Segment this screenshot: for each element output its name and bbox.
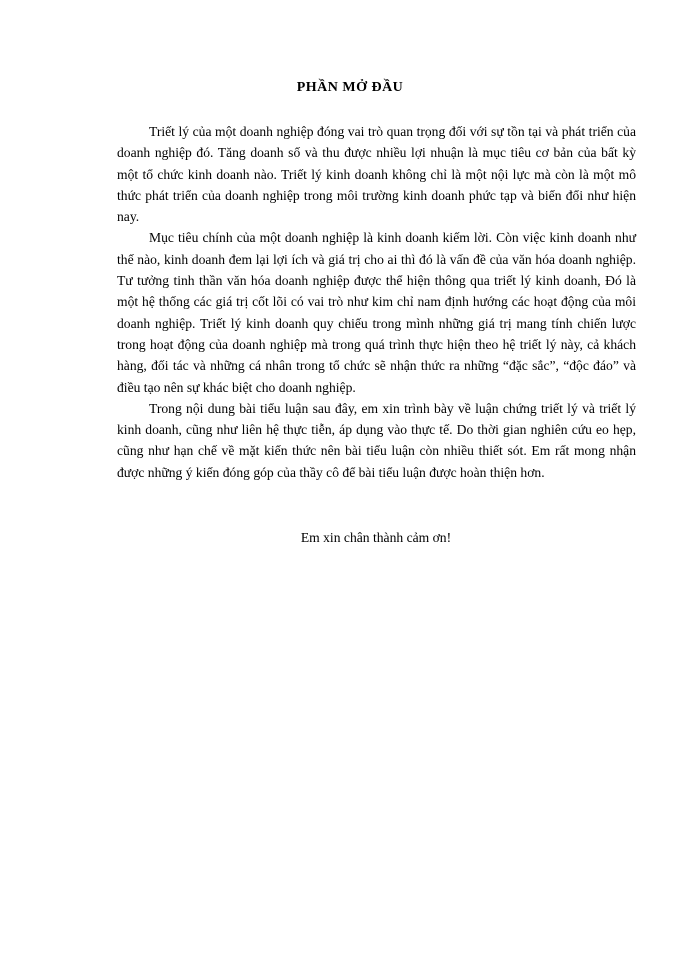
body-text — [117, 121, 636, 483]
paragraph-1: Triết lý của một doanh nghiệp đóng vai trò quan trọng đối với sự tồn tại và phát triển của doanh nghiệp đó. Tăng doanh số và thu được nhiều lợi nhuận là mục tiêu cơ bản của bất kỳ một tổ chức kinh doanh nào. Triết lý kinh doanh không chỉ là một nội lực mà còn là một mô thức phát triển của doanh nghiệp trong môi trường kinh doanh phức tạp và biến đổi như hiện nay. — [117, 124, 636, 225]
closing-line: Em xin chân thành cảm ơn! — [300, 530, 452, 545]
page-title: PHẦN MỞ ĐẦU — [296, 80, 404, 95]
paragraph-3: Trong nội dung bài tiểu luận sau đây, em xin trình bày về luận chứng triết lý và triết lý kinh doanh, cũng như liên hệ thực tiễn, áp dụng vào thực tế. Do thời gian nghiên cứu eo hẹp, cũng như hạn chế về mặt kiến thức nên bài tiểu luận còn nhiều thiết sót. Em rất mong nhận được những ý kiến đóng góp của thầy cô để bài tiểu luận được hoàn thiện hơn. — [117, 400, 636, 480]
paragraph-2: Mục tiêu chính của một doanh nghiệp là kinh doanh kiếm lời. Còn việc kinh doanh như thế nào, kinh doanh đem lại lợi ích và giá trị cho ai thì đó là vấn đề của văn hóa doanh nghiệp. Tư tưởng tinh thần văn hóa doanh nghiệp được thể hiện thông qua triết lý kinh doanh, Đó là một hệ thống các giá trị cốt lõi có vai trò như kim chỉ nam định hướng các hoạt động của môi doanh nghiệp. Triết lý kinh doanh quy chiếu trong mình những giá trị mang tính chiến lược trong hoạt động của doanh nghiệp mà trong quá trình thực hiện theo hệ triết lý này, cả khách hàng, đối tác và những cá nhân trong tổ chức sẽ nhận thức ra những “đặc sắc”, “độc đáo” và điều tạo nên sự khác biệt cho doanh nghiệp. — [117, 230, 636, 395]
